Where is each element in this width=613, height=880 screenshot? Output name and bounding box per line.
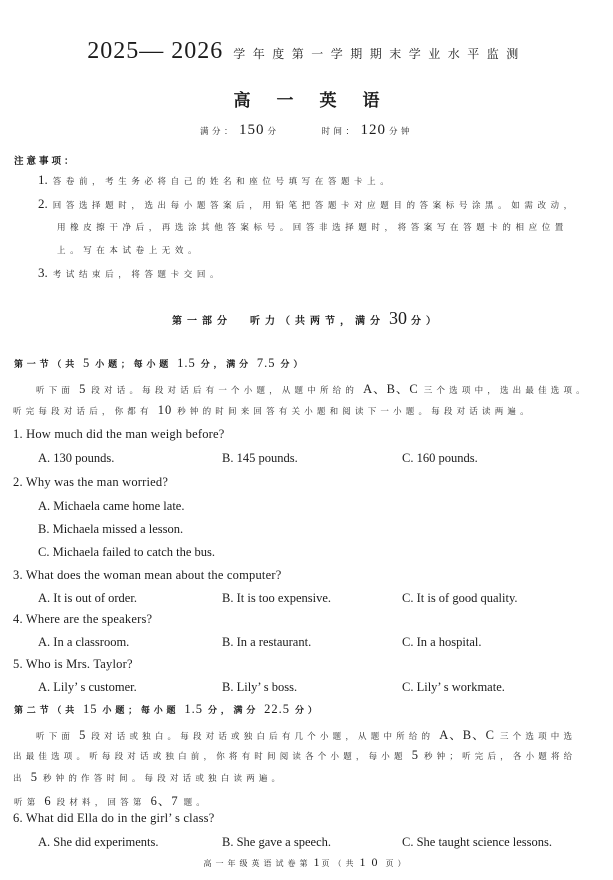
material-6-instruction	[14, 791, 209, 809]
question-5-option-c: C. Lily’ s workmate.	[402, 680, 505, 694]
rule-number: 5	[79, 382, 87, 396]
section2-title-c: 分，满分	[207, 705, 260, 715]
score-unit: 分	[267, 126, 280, 136]
rule-text: 三个选项中，选出最佳选项。	[423, 385, 589, 395]
rule-number: 5	[411, 748, 419, 762]
rule-text: 出	[13, 773, 26, 783]
question-2-text: 2. Why was the man worried?	[13, 475, 169, 489]
part1-total-score: 30	[389, 308, 407, 328]
notice-item-1	[38, 172, 393, 188]
part1-heading-desc: 听力（共两节，满分	[250, 316, 385, 327]
question-3-options	[13, 591, 605, 606]
rule-text: 段对话。每段对话后有一个小题，从题中所给的	[91, 385, 359, 395]
question-1-option-a: A. 130 pounds.	[38, 451, 115, 465]
question-4-option-c: C. In a hospital.	[402, 635, 482, 649]
question-1-text: 1. How much did the man weigh before?	[13, 427, 225, 441]
score-value: 150	[238, 122, 265, 138]
score-time-line	[0, 122, 613, 139]
exam-title-cn: 学年度第一学期期末学业水平监测	[233, 47, 526, 61]
question-4-option-a: A. In a classroom.	[38, 635, 130, 649]
question-6-option-b: B. She gave a speech.	[222, 835, 331, 849]
question-3-option-b: B. It is too expensive.	[222, 591, 332, 605]
notice-item-2-line3: 上。写在本试卷上无效。	[57, 245, 202, 255]
rule-number: 5	[30, 770, 38, 784]
question-2-option-b: B. Michaela missed a lesson.	[38, 522, 184, 536]
rule-text: 听下面	[36, 385, 75, 395]
question-6-text: 6. What did Ella do in the girl’ s class?	[13, 811, 215, 825]
section1-title-b: 小题；每小题	[95, 359, 173, 369]
notice-item-3	[38, 265, 223, 281]
section1-total-score: 7.5	[256, 356, 276, 370]
exam-title	[0, 38, 613, 65]
rule-text: 秒钟；听完后，各小题将给	[423, 751, 577, 761]
section2-title-d: 分）	[295, 705, 321, 715]
rule-text: 段对话或独白。每段对话或独白后有几个小题，从题中所给的	[91, 731, 435, 741]
rule-text: 三个选项中选	[499, 731, 577, 741]
question-6-options	[13, 835, 605, 850]
question-5-option-b: B. Lily’ s boss.	[222, 680, 298, 694]
section1-title-a: 第一节（共	[14, 359, 79, 369]
rule-text: 听下面	[36, 731, 75, 741]
question-4-text: 4. Where are the speakers?	[13, 612, 153, 626]
section1-title	[14, 354, 306, 372]
page-footer	[0, 853, 613, 871]
rule-text: 听完每段对话后，你都有	[13, 406, 153, 416]
question-4-option-b: B. In a restaurant.	[222, 635, 312, 649]
rule-options-abc: A、B、C	[439, 728, 495, 742]
notice-item-2-line1: 回答选择题时，选出每小题答案后，用铅笔把答题卡对应题目的答案标号涂黑。如需改动，	[52, 200, 577, 210]
section2-question-count: 15	[83, 702, 98, 716]
question-6-option-c: C. She taught science lessons.	[402, 835, 552, 849]
rule-options-abc: A、B、C	[363, 382, 419, 396]
footer-page-number: 1	[313, 855, 320, 869]
question-1-options	[13, 451, 605, 466]
rule-text: 听第	[14, 797, 40, 807]
section2-title-b: 小题；每小题	[102, 705, 180, 715]
rule-text: 题。	[183, 797, 209, 807]
notice-item-2	[38, 196, 577, 212]
notice-heading: 注意事项：	[14, 156, 77, 167]
notice-item-1-number: 1.	[38, 172, 48, 187]
section1-rule-line1	[36, 379, 589, 397]
rule-text: 段材料，回答第	[56, 797, 146, 807]
question-numbers: 6、7	[150, 794, 179, 808]
question-3-text: 3. What does the woman mean about the computer?	[13, 568, 282, 582]
section2-rule-line2	[13, 748, 576, 763]
question-2-option-c: C. Michaela failed to catch the bus.	[38, 545, 216, 559]
section1-title-c: 分，满分	[200, 359, 252, 369]
notice-item-2-line2: 用橡皮擦干净后，再选涂其他答案标号。回答非选择题时，将答案写在答题卡的相应位置	[57, 222, 568, 232]
footer-text: 高一年级英语试卷第	[203, 859, 312, 868]
notice-item-2-number: 2.	[38, 196, 48, 211]
section1-question-count: 5	[83, 356, 91, 370]
rule-text: 出最佳选项。听每段对话或独白前，你将有时间阅读各个小题，每小题	[13, 751, 407, 761]
notice-item-3-text: 考试结束后，将答题卡交回。	[52, 269, 224, 279]
question-1-option-c: C. 160 pounds.	[402, 451, 478, 465]
part1-heading-name: 第一部分	[172, 316, 232, 327]
part1-heading-tail: 分）	[411, 316, 441, 327]
question-3-option-c: C. It is of good quality.	[402, 591, 518, 605]
section1-score-per-item: 1.5	[177, 356, 196, 370]
time-label: 时间：	[321, 126, 358, 136]
notice-item-1-text: 答卷前，考生务必将自己的姓名和座位号填写在答题卡上。	[52, 176, 394, 186]
score-label: 满分：	[199, 126, 236, 136]
rule-number: 5	[79, 728, 87, 742]
rule-text: 秒钟的时间来回答有关小题和阅读下一小题。每段对话读两遍。	[177, 406, 533, 416]
section1-rule-line2	[13, 403, 533, 418]
question-2-option-a: A. Michaela came home late.	[38, 499, 185, 513]
section2-title	[14, 700, 321, 718]
exam-title-years: 2025— 2026	[87, 38, 224, 64]
question-3-option-a: A. It is out of order.	[38, 591, 137, 605]
footer-total-pages: 10	[359, 855, 384, 869]
section2-total-score: 22.5	[264, 702, 291, 716]
question-5-text: 5. Who is Mrs. Taylor?	[13, 657, 133, 671]
rule-text: 秒钟的作答时间。每段对话或独白读两遍。	[42, 773, 285, 783]
footer-text: 页）	[385, 859, 410, 868]
notice-item-3-number: 3.	[38, 265, 48, 280]
section2-title-a: 第二节（共	[14, 705, 79, 715]
question-6-option-a: A. She did experiments.	[38, 835, 159, 849]
exam-subject: 高一英语	[233, 91, 406, 110]
part1-heading	[0, 308, 613, 329]
section2-rule-line3	[13, 770, 284, 785]
section2-score-per-item: 1.5	[184, 702, 203, 716]
section1-title-d: 分）	[280, 359, 307, 369]
material-number: 6	[44, 794, 52, 808]
time-value: 120	[360, 122, 387, 138]
question-5-options	[13, 680, 605, 695]
time-unit: 分钟	[389, 126, 414, 136]
question-1-option-b: B. 145 pounds.	[222, 451, 298, 465]
section2-rule-line1	[36, 725, 576, 743]
question-5-option-a: A. Lily’ s customer.	[38, 680, 137, 694]
question-4-options	[13, 635, 605, 650]
footer-text: 页（共	[321, 859, 358, 868]
rule-number: 10	[157, 403, 173, 417]
